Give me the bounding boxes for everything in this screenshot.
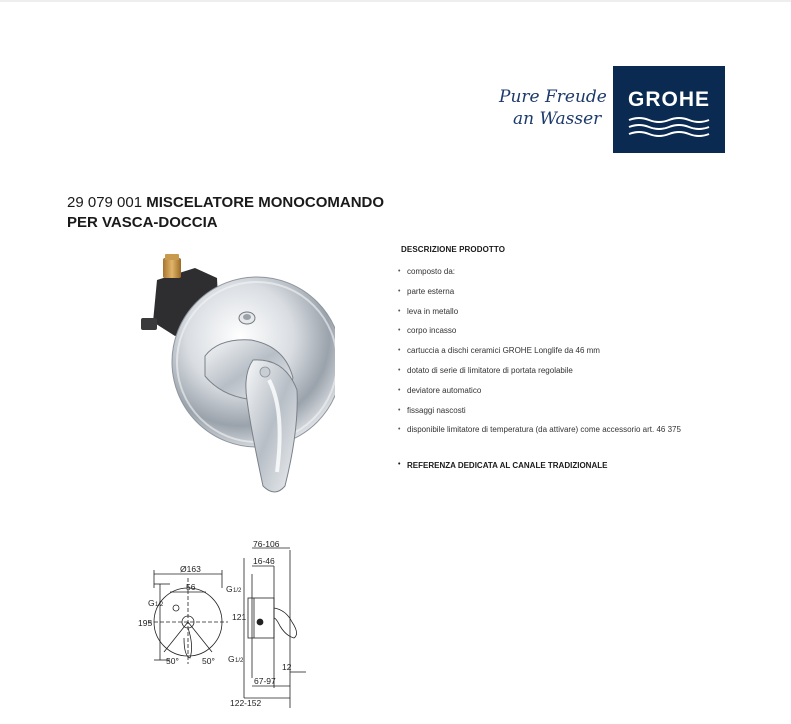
- dim-half-bottom: 1/2: [235, 658, 244, 664]
- dim-76-106: 76-106: [253, 539, 280, 549]
- waves-icon: [627, 116, 711, 140]
- tagline-line1: Pure Freude: [499, 87, 607, 107]
- feature-list: [398, 262, 681, 440]
- list-item: • dotato di serie di limitatore di portata regolabile: [398, 361, 681, 381]
- product-name-line1: MISCELATORE MONOCOMANDO: [146, 194, 385, 211]
- dim-195: 195: [138, 618, 153, 628]
- product-title: [67, 193, 467, 233]
- product-name-line2: PER VASCA-DOCCIA: [67, 214, 218, 231]
- list-item: • disponibile limitatore di temperatura (da attivare) come accessorio art. 46 375: [398, 420, 681, 440]
- list-item: • cartuccia a dischi ceramici GROHE Longlife da 46 mm: [398, 341, 681, 361]
- description-heading: DESCRIZIONE PRODOTTO: [401, 245, 506, 254]
- brand-tagline: [499, 86, 607, 130]
- product-image: [135, 250, 335, 500]
- dim-121: 121: [232, 612, 247, 622]
- top-divider: [0, 0, 791, 2]
- dim-50-left: 50°: [166, 656, 179, 666]
- dim-12: 12: [282, 662, 292, 672]
- dim-122-152: 122-152: [230, 698, 262, 708]
- dim-50-right: 50°: [202, 656, 215, 666]
- list-item: • composto da:: [398, 262, 681, 282]
- list-item: • fissaggi nascosti: [398, 401, 681, 421]
- technical-drawing: [130, 538, 330, 718]
- dim-56: 56: [186, 582, 196, 592]
- grohe-logo: [613, 66, 725, 153]
- dim-163: Ø163: [180, 564, 201, 574]
- list-item: • leva in metallo: [398, 302, 681, 322]
- dim-16-46: 16-46: [253, 556, 275, 566]
- dim-67-97: 67-97: [254, 676, 276, 686]
- dim-g-top: G: [226, 584, 233, 594]
- dim-g-bottom: G: [228, 654, 235, 664]
- product-code: 29 079 001: [67, 194, 143, 211]
- list-item: • deviatore automatico: [398, 381, 681, 401]
- tagline-line2: an Wasser: [513, 109, 602, 129]
- logo-text: GROHE: [627, 88, 710, 111]
- dim-half-top: 1/2: [233, 588, 242, 594]
- reference-note: • REFERENZA DEDICATA AL CANALE TRADIZIONALE: [398, 461, 607, 470]
- dim-g-left: G: [148, 598, 155, 608]
- list-item: • parte esterna: [398, 282, 681, 302]
- list-item: • corpo incasso: [398, 321, 681, 341]
- dim-half-left: 1/2: [155, 602, 164, 608]
